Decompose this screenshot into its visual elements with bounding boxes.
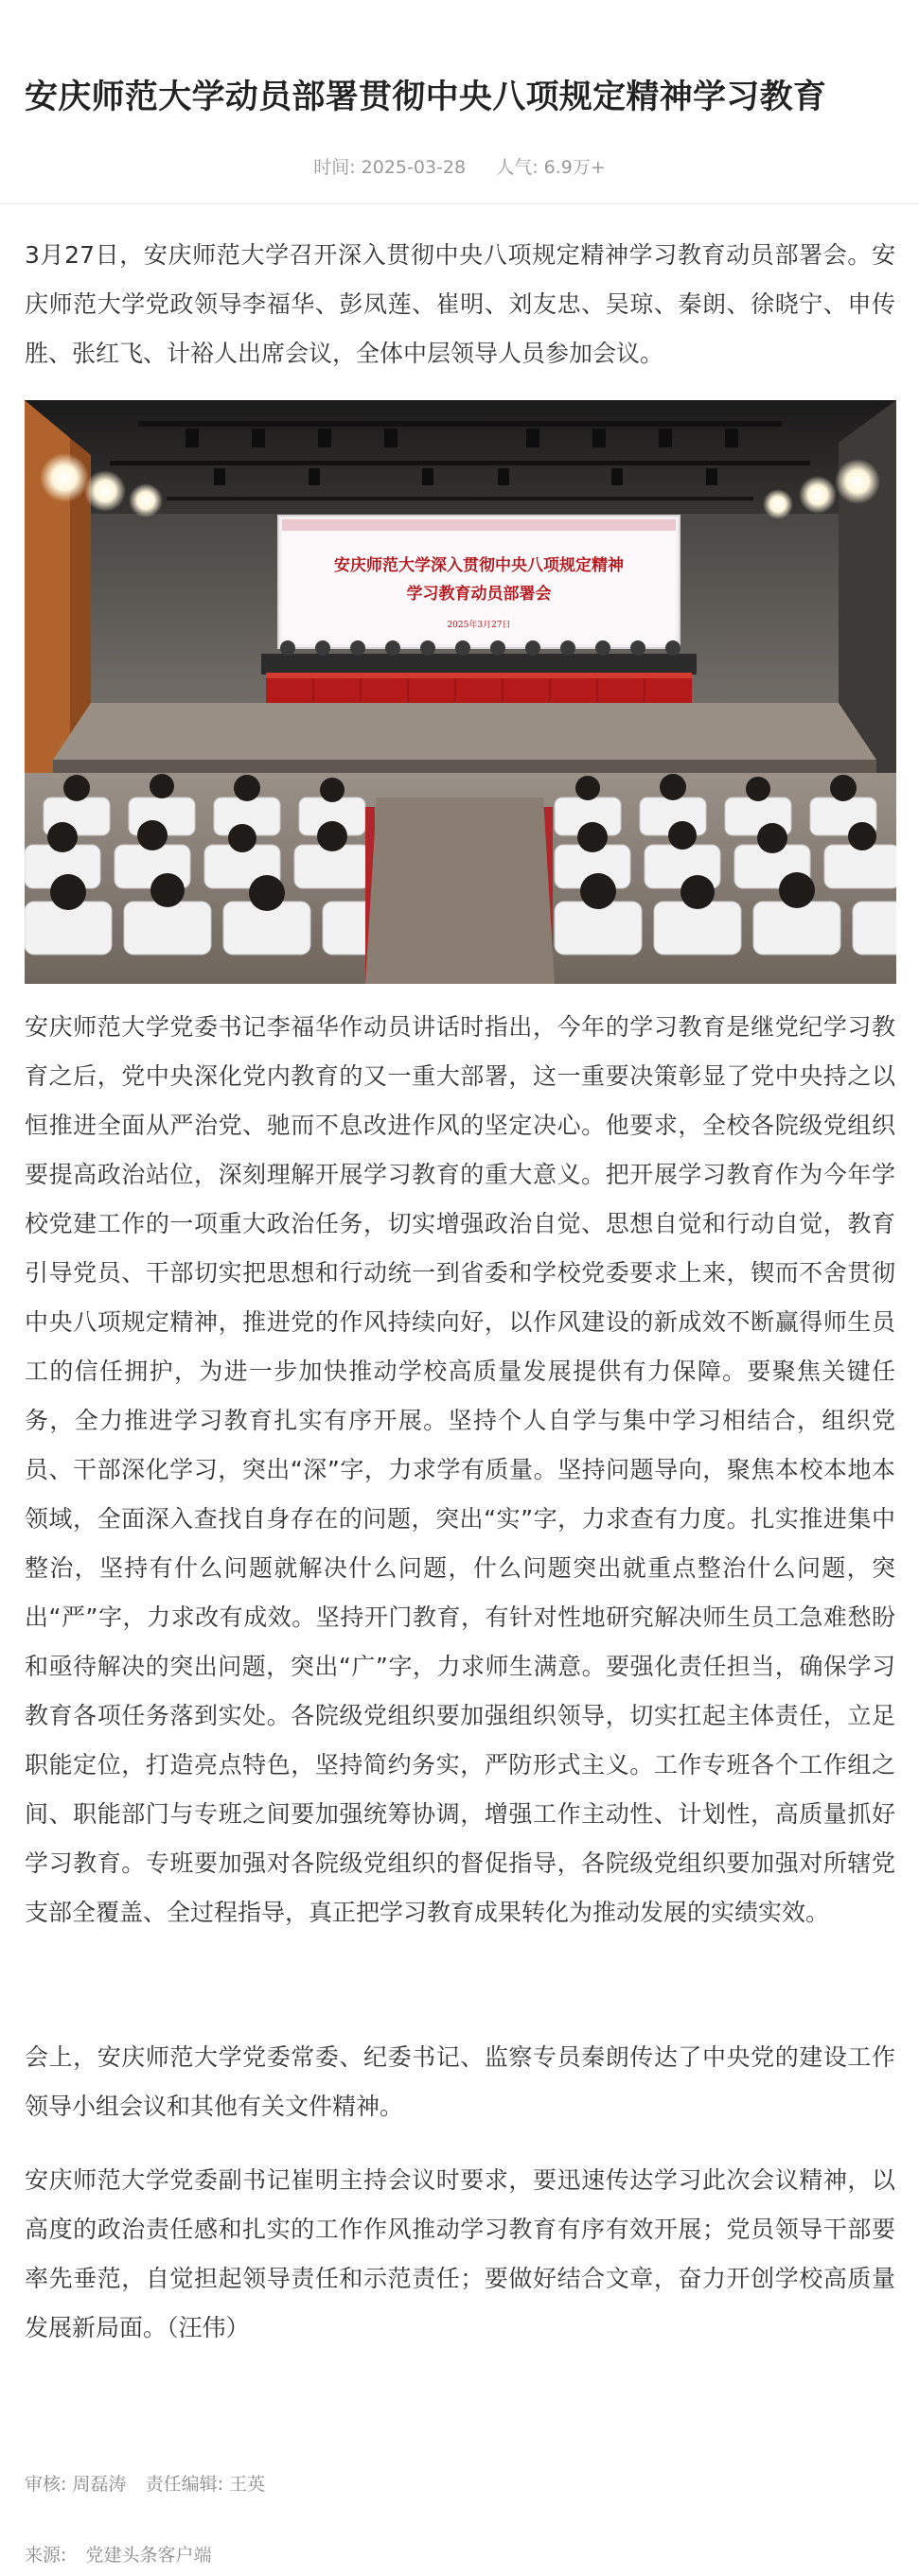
time-value: 2025-03-28: [361, 157, 467, 178]
source-value: 党建头条客户端: [85, 2545, 212, 2566]
paragraph-relay: 会上，安庆师范大学党委常委、纪委书记、监察专员秦朗传达了中央党的建设工作领导小组会议和其他有关文件精神。: [25, 2043, 895, 2120]
banner-line2: 学习教育动员部署会: [406, 585, 552, 604]
meeting-photo: [25, 400, 896, 984]
review-line: [25, 2470, 265, 2498]
paragraph-closing: 安庆师范大学党委副书记崔明主持会议时要求，要迅速传达学习此次会议精神，以高度的政治责任感和扎实的工作作风推动学习教育有序有效开展；党员领导干部要率先垂范，自觉担起领导责任和示范责任；要做好结合文章，奋力开创学校高质量发展新局面。（汪伟）: [25, 2166, 895, 2341]
views-value: 6.9万+: [543, 157, 606, 178]
review-label: 审核:: [25, 2474, 67, 2495]
editor-value: 王英: [229, 2474, 266, 2495]
editor-label: 责任编辑:: [145, 2474, 223, 2495]
views-label: 人气:: [496, 157, 539, 178]
paragraph-intro: 3月27日，安庆师范大学召开深入贯彻中央八项规定精神学习教育动员部署会。安庆师范大学党政领导李福华、彭凤莲、崔明、刘友忠、吴琼、秦朗、徐晓宁、申传胜、张红飞、计裕人出席会议，全体中层领导人员参加会议。: [25, 241, 895, 367]
review-value: 周磊涛: [72, 2474, 127, 2495]
source-label: 来源:: [25, 2545, 67, 2566]
banner-date: 2025年3月27日: [447, 621, 511, 630]
source-line: [25, 2541, 212, 2569]
header-divider: [0, 203, 919, 204]
paragraph-speech: 安庆师范大学党委书记李福华作动员讲话时指出，今年的学习教育是继党纪学习教育之后，党中央深化党内教育的又一重大部署，这一重要决策彰显了党中央持之以恒推进全面从严治党、驰而不息改进作风的坚定决心。他要求，全校各院级党组织要提高政治站位，深刻理解开展学习教育的重大意义。把开展学习教育作为今年学校党建工作的一项重大政治任务，切实增强政治自觉、思想自觉和行动自觉，教育引导党员、干部切实把思想和行动统一到省委和学校党委要求上来，锲而不舍贯彻中央八项规定精神，推进党的作风持续向好，以作风建设的新成效不断赢得师生员工的信任拥护，为进一步加快推动学校高质量发展提供有力保障。要聚焦关键任务，全力推进学习教育扎实有序开展。坚持个人自学与集中学习相结合，组织党员、干部深化学习，突出“深”字，力求学有质量。坚持问题导向，聚焦本校本地本领域，全面深入查找自身存在的问题，突出“实”字，力求查有力度。扎实推进集中整治，坚持有什么问题就解决什么问题，什么问题突出就重点整治什么问题，突出“严”字，力求改有成效。坚持开门教育，有针对性地研究解决师生员工急难愁盼和亟待解决的突出问题，突出“广”字，力求师生满意。要强化责任担当，确保学习教育各项任务落到实处。各院级党组织要加强组织领导，切实扛起主体责任，立足职能定位，打造亮点特色，坚持简约务实，严防形式主义。工作专班各个工作组之间、职能部门与专班之间要加强统筹协调，增强工作主动性、计划性，高质量抓好学习教育。专班要加强对各院级党组织的督促指导，各院级党组织要加强对所辖党支部全覆盖、全过程指导，真正把学习教育成果转化为推动发展的实绩实效。: [25, 1013, 895, 1926]
article-title: 安庆师范大学动员部署贯彻中央八项规定精神学习教育: [25, 79, 827, 117]
banner-line1: 安庆师范大学深入贯彻中央八项规定精神: [334, 556, 624, 575]
time-label: 时间:: [313, 157, 356, 178]
article-meta: [0, 153, 919, 182]
